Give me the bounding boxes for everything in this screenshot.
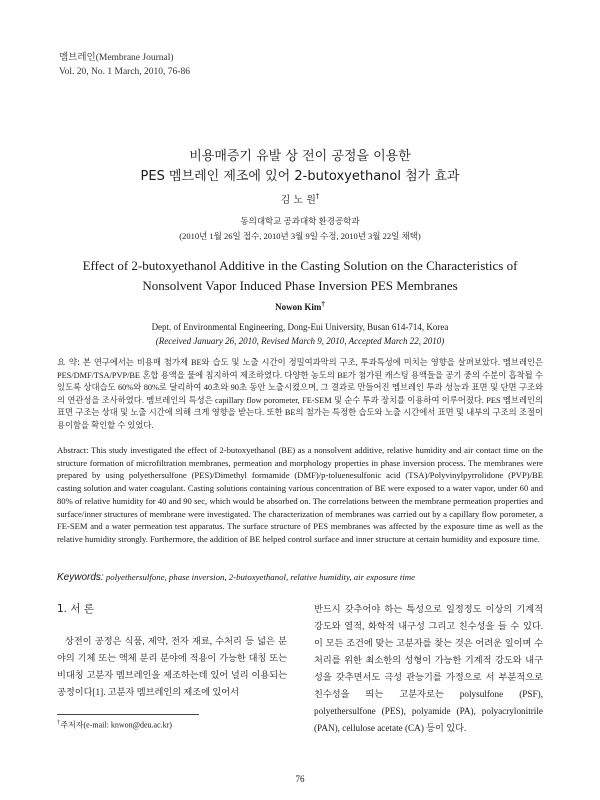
- english-affiliation-block: [0, 320, 600, 348]
- section-heading: 1. 서 론: [57, 603, 94, 615]
- keywords-text: polyethersulfone, phase inversion, 2-butoxyethanol, relative humidity, air exposure time: [105, 572, 416, 582]
- english-abstract-label: Abstract:: [57, 445, 89, 455]
- right-column-text: 반드시 갖추어야 하는 특성으로 일정정도 이상의 기계적 강도와 열적, 화학적 내구성 그리고 친수성을 들 수 있다. 이 모든 조건에 맞는 고분자를 찾는 것은 어려운 일이며 수처리를 위한 최소한의 성형이 가능한 기계적 강도와 내구성을 갖추면서도 극성 관능기를 가정으로 서 부분적으로 친수성을 띄는 고분자로는 polysulfone (PSF), polyethersulfone (PES), polyamide (PA), polyacrylonitrile (PAN), cellulose acetate (CA) 등이 있다.: [314, 604, 543, 733]
- footnote-text: 주저자(e-mail: knwon@deu.ac.kr): [60, 720, 172, 730]
- footnote: [57, 719, 172, 731]
- page-number: 76: [295, 774, 305, 784]
- korean-title-line2: PES 멤브레인 제조에 있어 2-butoxyethanol 첨가 효과: [140, 169, 460, 184]
- footnote-divider: [57, 714, 199, 715]
- english-affiliation: Dept. of Environmental Engineering, Dong-Eui University, Busan 614-714, Korea: [151, 322, 449, 332]
- korean-history: (2010년 1월 26일 접수, 2010년 3월 9일 수정, 2010년 3월 22일 채택): [179, 231, 421, 241]
- english-title-line1: Effect of 2-butoxyethanol Additive in the Casting Solution on the Characteristics of: [82, 258, 518, 273]
- keywords: [57, 572, 543, 583]
- journal-header: [59, 51, 190, 79]
- english-abstract: [57, 444, 543, 546]
- english-abstract-text: This study investigated the effect of 2-butoxyethanol (BE) as a nonsolvent additive, relative humidity and air contact time on the structure formation of microfiltration membranes, permeation and morphology properties in phase inversion process. The membranes were prepared by using polyethersulfone (PES)/Dimethyl formamide (DMF)/p-toluenesulfonic acid (TSA)/Polyvinylpyrrolidone (PVP)/BE casting solution and water coagulant. Casting solutions containing various concentration of BE were exposed to a water vapor, under 60 and 80% of relative humidity for 40 and 90 sec, which would be absorbed on. The correlations between the membrane permeation properties and surface/inner structures of membrane were investigated. The characterization of membranes was carried out by a capillary flow porometer, a FE-SEM and a water permeation test apparatus. The surface structure of PES membranes was affected by the exposure time as well as the relative humidity strongly. Furthermore, the addition of BE helped control surface and inner structure at certain humidity and exposure time.: [57, 445, 543, 544]
- volume-info: Vol. 20, No. 1 March, 2010, 76-86: [59, 67, 190, 77]
- english-title-line2: Nonsolvent Vapor Induced Phase Inversion PES Membranes: [142, 278, 458, 293]
- footnote-mark: †: [57, 719, 61, 726]
- korean-author-mark: †: [315, 192, 320, 201]
- english-title: [0, 256, 600, 296]
- korean-affiliation-block: [0, 214, 600, 244]
- korean-abstract: [57, 357, 543, 433]
- korean-title: [0, 147, 600, 187]
- keywords-label: Keywords:: [57, 572, 104, 583]
- korean-author: [0, 191, 600, 206]
- english-author-name: Nowon Kim: [275, 302, 322, 312]
- english-author-mark: †: [321, 300, 325, 308]
- korean-title-line1: 비용매증기 유발 상 전이 공정을 이용한: [189, 149, 411, 164]
- korean-affiliation: 동의대학교 공과대학 환경공학과: [240, 216, 360, 226]
- korean-abstract-label: 요 약:: [57, 358, 80, 368]
- korean-author-name: 김 노 원: [280, 195, 316, 206]
- korean-abstract-text: 본 연구에서는 비용매 첨가제 BE와 습도 및 노출 시간이 정밀여과막의 구조, 투과특성에 미치는 영향을 살펴보았다. 멤브레인은 PES/DMF/TSA/PVP/BE 혼합 용액을 물에 침지하여 제조하였다. 다양한 농도의 BE가 첨가된 캐스팅 용액들을 공기 중의 수분이 흡착될 수 있도록 상대습도 60%와 80%로 달리하여 40초와 90초 동안 노출시켰으며, 그 결과로 만들어진 멤브레인 투과 성능과 표면 및 단면 구조와의 연관성을 조사하였다. 멤브레인의 특성은 capillary flow porometer, FE-SEM 및 순수 투과 장치를 이용하여 이루어졌다. PES 멤브레인의 표면 구조는 상대 및 노출 시간에 의해 크게 영향을 받는다. 또한 BE의 첨가는 특정한 습도와 노출 시간에서 표면 및 내부의 구조의 조절이 용이함을 확인할 수 있었다.: [57, 358, 543, 430]
- journal-name: 멤브레인(Membrane Journal): [59, 53, 174, 63]
- left-column-text: 상전이 공정은 식품, 제약, 전자 재료, 수처리 등 넓은 분야의 기체 또는 액체 분리 분야에 적용이 가능한 대칭 또는 비대칭 고분자 멤브레인을 제조하는데 있어 널리 이용되는 공정이다[1]. 고분자 멤브레인의 제조에 있어서: [57, 636, 287, 697]
- english-history: (Received January 26, 2010, Revised March 9, 2010, Accepted March 22, 2010): [155, 336, 445, 346]
- english-author: [0, 300, 600, 312]
